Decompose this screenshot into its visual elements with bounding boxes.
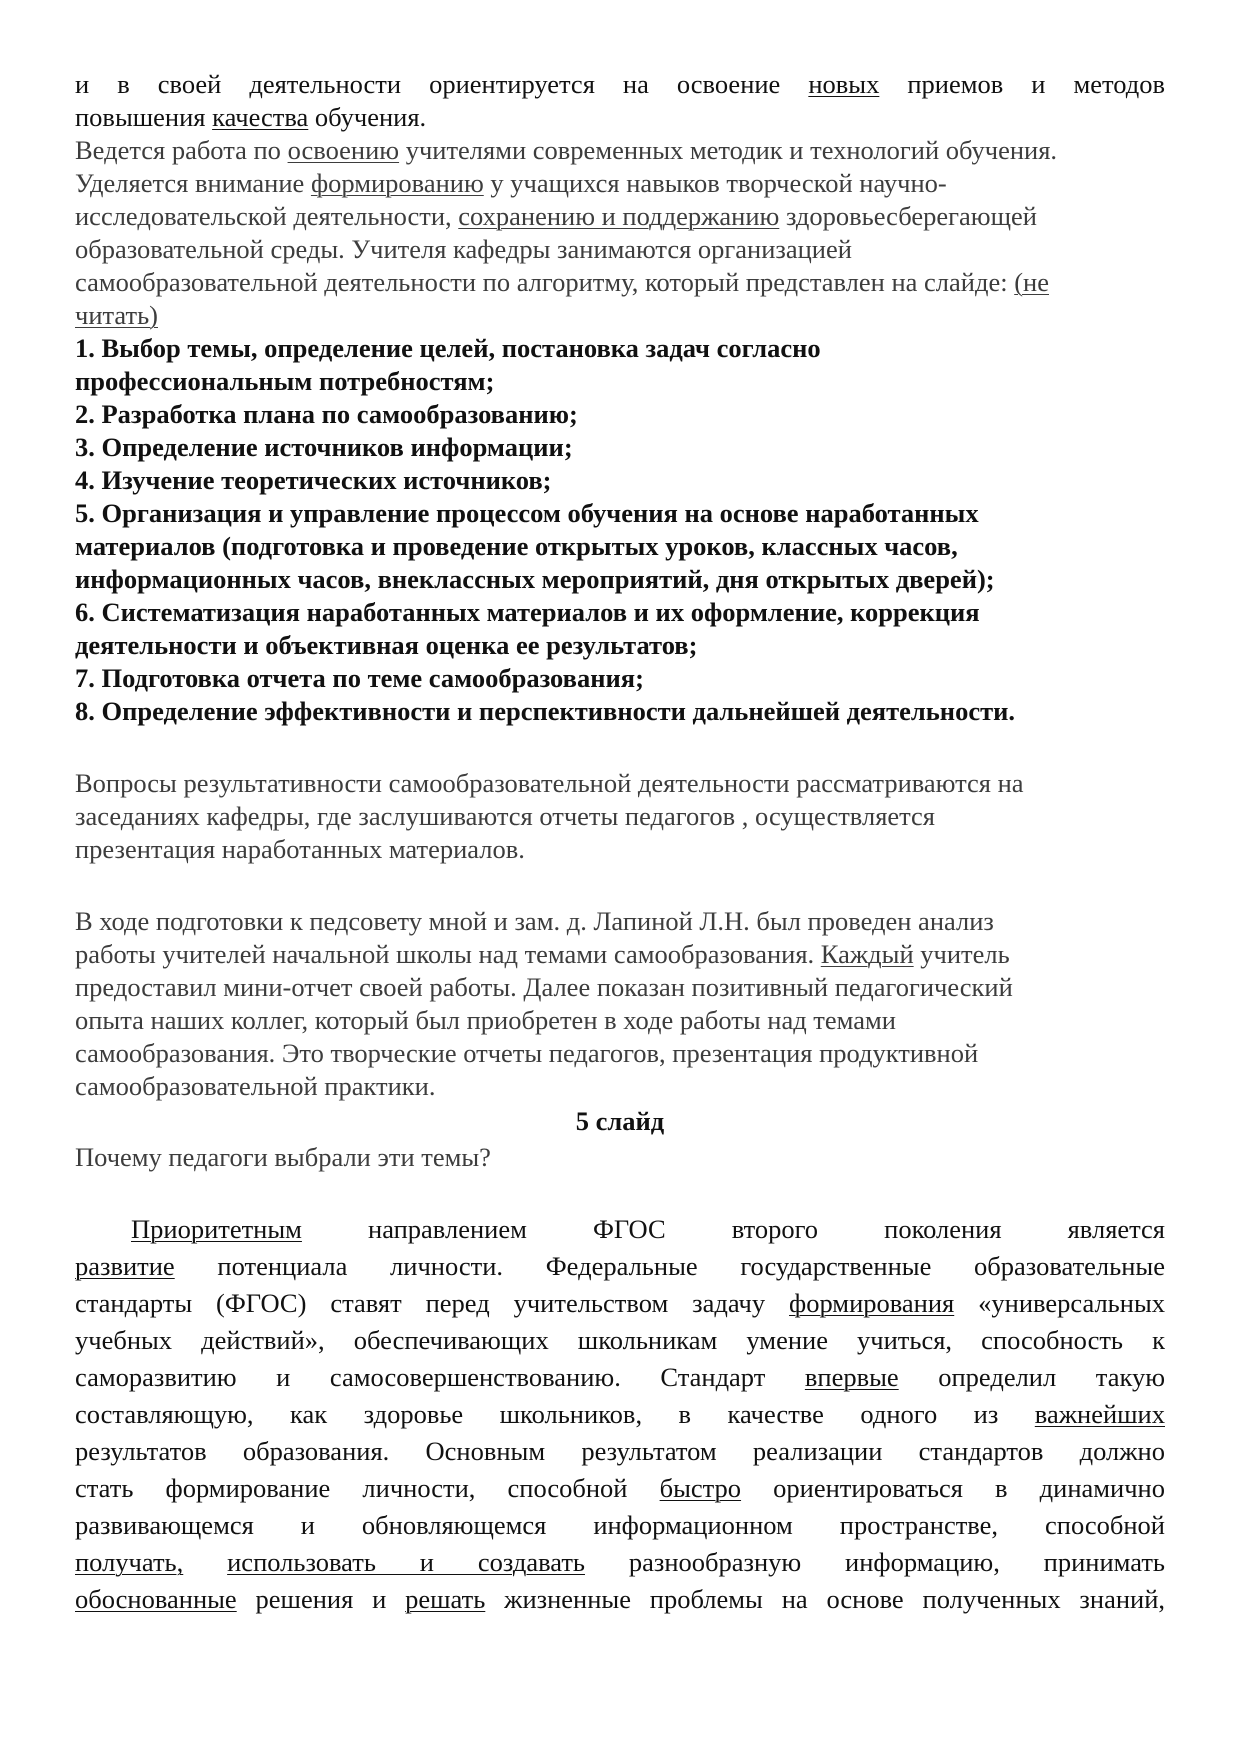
- underlined-word: решать: [405, 1584, 486, 1614]
- text-line: результатов образования. Основным результатом реализации стандартов должно: [75, 1436, 1165, 1466]
- text-run: определил такую: [898, 1362, 1165, 1392]
- underlined-word: формированию: [310, 168, 484, 198]
- underlined-phrase: сохранению и поддержанию: [458, 201, 780, 231]
- text-run: стандарты (ФГОС) ставят перед учительством задачу: [75, 1288, 790, 1318]
- slide-heading: 5 слайд: [575, 1106, 665, 1136]
- algorithm-line: 5. Организация и управление процессом обучения на основе наработанных: [75, 498, 979, 528]
- text-line: В ходе подготовки к педсовету мной и зам. д. Лапиной Л.Н. был проведен анализ: [75, 906, 994, 936]
- underlined-word: (не: [1014, 267, 1049, 297]
- text-run: приемов и методов: [879, 69, 1165, 99]
- text-run: разнообразную информацию, принимать: [584, 1547, 1165, 1577]
- text-line: Вопросы результативности самообразовательной деятельности рассматриваются на: [75, 768, 1024, 798]
- text-line: [75, 1398, 1165, 1431]
- underlined-word: впервые: [804, 1362, 899, 1392]
- text-run: потенциала личности. Федеральные государственные образовательные: [174, 1251, 1165, 1281]
- algorithm-line: материалов (подготовка и проведение открытых уроков, классных часов,: [75, 531, 958, 561]
- underlined-phrase: использовать и создавать: [227, 1547, 585, 1577]
- algorithm-line: 4. Изучение теоретических источников;: [75, 465, 552, 495]
- text-run: решения и: [236, 1584, 406, 1614]
- text-line: [75, 938, 1165, 971]
- algorithm-line: 8. Определение эффективности и перспективности дальнейшей деятельности.: [75, 696, 1015, 726]
- algorithm-line: 6. Систематизация наработанных материалов и их оформление, коррекция: [75, 597, 980, 627]
- underlined-word: качества: [212, 102, 309, 132]
- text-line: [75, 1583, 1165, 1616]
- text-line: презентация наработанных материалов.: [75, 834, 525, 864]
- underlined-word: важнейших: [1034, 1399, 1165, 1429]
- algorithm-line: профессиональным потребностям;: [75, 366, 495, 396]
- underlined-word: развитие: [75, 1251, 175, 1281]
- text-line: [131, 1213, 1165, 1246]
- text-run: саморазвитию и самосовершенствованию. Стандарт: [75, 1362, 805, 1392]
- text-line: [75, 1361, 1165, 1394]
- text-line: [75, 1250, 1165, 1283]
- text-line: образовательной среды. Учителя кафедры занимаются организацией: [75, 234, 852, 264]
- algorithm-line: деятельности и объективная оценка ее результатов;: [75, 630, 698, 660]
- text-line: [75, 134, 1165, 167]
- text-line: заседаниях кафедры, где заслушиваются отчеты педагогов , осуществляется: [75, 801, 935, 831]
- text-line: самообразования. Это творческие отчеты педагогов, презентация продуктивной: [75, 1038, 979, 1068]
- text-line: [75, 1287, 1165, 1320]
- underlined-word: новых: [808, 69, 880, 99]
- underlined-word: формирования: [789, 1288, 955, 1318]
- text-run: [183, 1547, 227, 1577]
- text-run: учитель: [913, 939, 1010, 969]
- text-line: самообразовательной практики.: [75, 1071, 436, 1101]
- question-line: Почему педагоги выбрали эти темы?: [75, 1142, 491, 1172]
- underlined-word: Приоритетным: [131, 1214, 302, 1244]
- text-line: [75, 299, 1165, 332]
- text-line: [75, 101, 1165, 134]
- text-run: повышения: [75, 102, 213, 132]
- text-line: [75, 266, 1165, 299]
- text-line: [75, 1546, 1165, 1579]
- text-run: направлением ФГОС второго поколения является: [301, 1214, 1165, 1244]
- algorithm-line: 3. Определение источников информации;: [75, 432, 573, 462]
- text-run: жизненные проблемы на основе полученных знаний,: [485, 1584, 1165, 1614]
- underlined-word: освоению: [287, 135, 400, 165]
- text-line: [75, 1472, 1165, 1505]
- text-line: [75, 68, 1165, 101]
- text-line: опыта наших коллег, который был приобретен в ходе работы над темами: [75, 1005, 896, 1035]
- underlined-word: обоснованные: [75, 1584, 237, 1614]
- text-run: Уделяется внимание: [75, 168, 311, 198]
- text-line: учебных действий», обеспечивающих школьникам умение учиться, способность к: [75, 1325, 1165, 1355]
- underlined-word: получать,: [75, 1547, 184, 1577]
- text-run: Ведется работа по: [75, 135, 288, 165]
- underlined-word: Каждый: [820, 939, 914, 969]
- algorithm-line: 7. Подготовка отчета по теме самообразования;: [75, 663, 644, 693]
- algorithm-line: 2. Разработка плана по самообразованию;: [75, 399, 578, 429]
- text-line: предоставил мини-отчет своей работы. Далее показан позитивный педагогический: [75, 972, 1013, 1002]
- text-line: [75, 167, 1165, 200]
- algorithm-line: 1. Выбор темы, определение целей, постановка задач согласно: [75, 333, 821, 363]
- text-run: обучения.: [308, 102, 427, 132]
- underlined-word: быстро: [659, 1473, 742, 1503]
- text-run: стать формирование личности, способной: [75, 1473, 660, 1503]
- algorithm-line: информационных часов, внеклассных мероприятий, дня открытых дверей);: [75, 564, 995, 594]
- text-run: ориентироваться в динамично: [741, 1473, 1165, 1503]
- text-run: самообразовательной деятельности по алгоритму, который представлен на слайде:: [75, 267, 1015, 297]
- text-run: «универсальных: [954, 1288, 1166, 1318]
- text-run: здоровьесберегающей: [779, 201, 1037, 231]
- text-run: исследовательской деятельности,: [75, 201, 459, 231]
- text-run: составляющую, как здоровье школьников, в качестве одного из: [75, 1399, 1035, 1429]
- text-line: [75, 200, 1165, 233]
- text-run: у учащихся навыков творческой научно-: [483, 168, 947, 198]
- text-run: и в своей деятельности ориентируется на освоение: [75, 69, 809, 99]
- text-line: развивающемся и обновляющемся информационном пространстве, способной: [75, 1510, 1165, 1540]
- text-run: работы учителей начальной школы над темами самообразования.: [75, 939, 821, 969]
- underlined-word: читать): [75, 300, 158, 330]
- text-run: учителями современных методик и технологий обучения.: [399, 135, 1058, 165]
